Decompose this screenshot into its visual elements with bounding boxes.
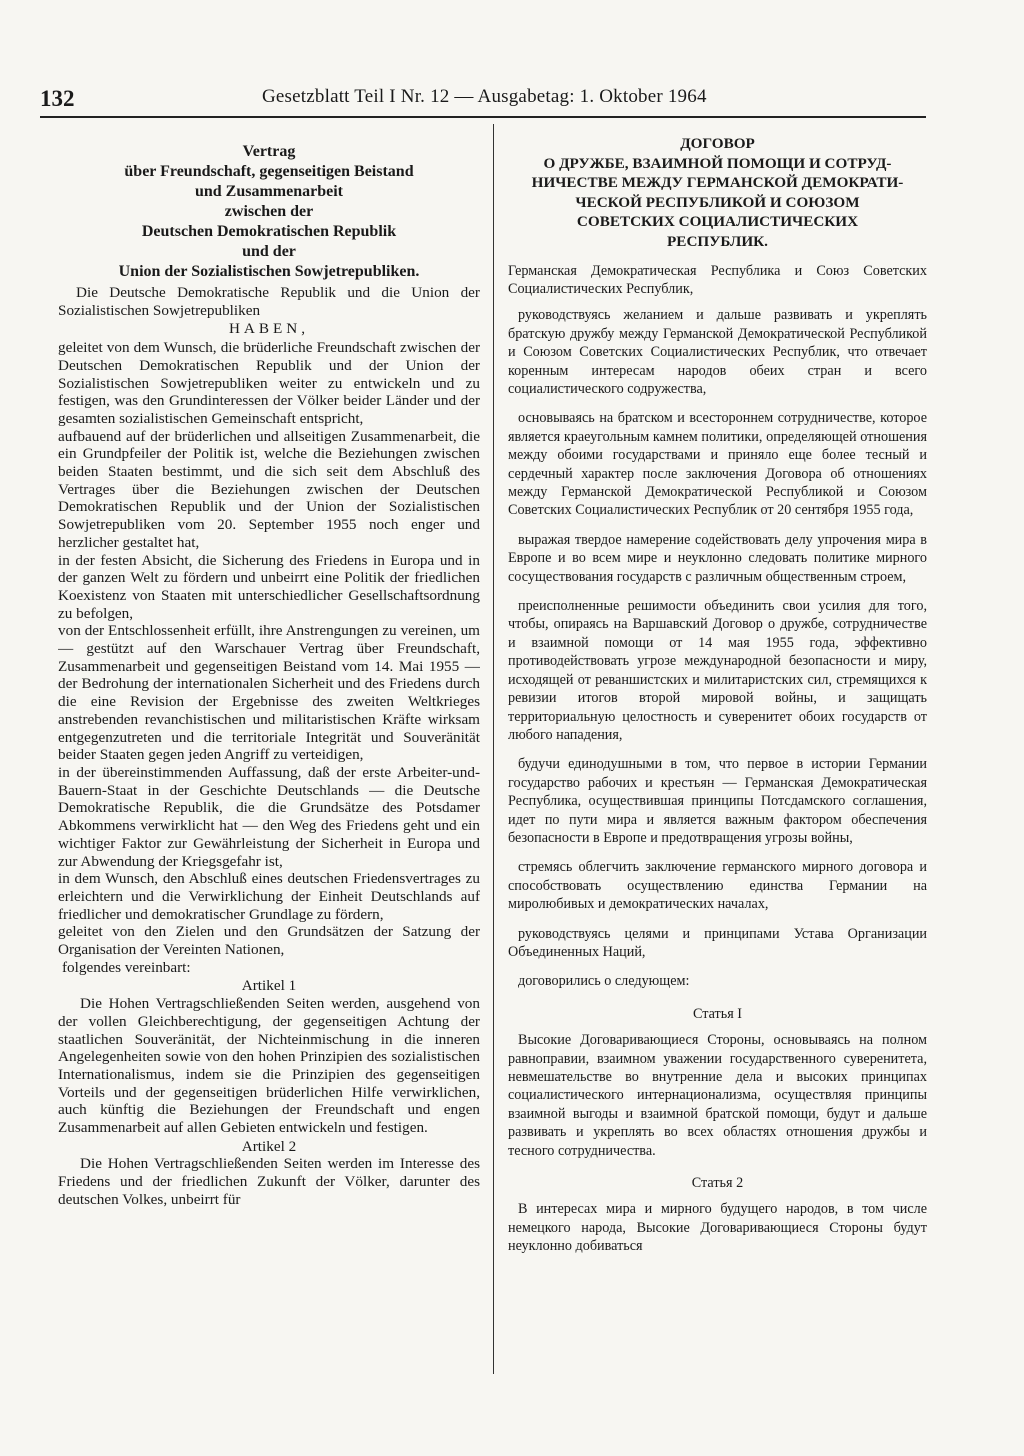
page-header xyxy=(40,86,930,116)
russian-treaty-title xyxy=(508,134,927,252)
german-title-line: Union der Sozialistischen Sowjetrepubliken. xyxy=(118,263,420,280)
gazette-title: Gesetzblatt Teil I Nr. 12 — Ausgabetag: 1. Oktober 1964 xyxy=(262,86,707,107)
german-preamble-paragraph: von der Entschlossenheit erfüllt, ihre Anstrengungen zu vereinen, um — gestützt auf den Warschauer Vertrag über Freundschaft, Zusammenarbeit und gegenseitigen Beistand vom 14. Mai 1955 — der Bedrohung der internationalen Sicherheit und des Friedens durch die eine Revision der Ergebnisse des zweiten Weltkrieges anstrebenden revanchistischen und militaristischen Kräfte wirksam entgegenzutreten und die territoriale Integrität und Souveränität beider Staaten gegen jeden Angriff zu verteidigen, xyxy=(58,622,480,764)
russian-preamble-paragraph: выражая твердое намерение содействовать делу упрочения мира в Европе и во всем мире и неуклонно следовать политике мирного сосуществования государств с различным общественным строем, xyxy=(508,531,927,585)
russian-title-line: СОВЕТСКИХ СОЦИАЛИСТИЧЕСКИХ xyxy=(576,213,859,231)
russian-title-line: НИЧЕСТВЕ МЕЖДУ ГЕРМАНСКОЙ ДЕМОКРАТИ- xyxy=(531,174,904,192)
german-article-2-text: Die Hohen Vertragschließenden Seiten werden im Interesse des Friedens und der friedlichen Zukunft der Völker, darunter des deutschen Volkes, unbeirrt für xyxy=(58,1155,480,1208)
russian-title-line: РЕСПУБЛИК. xyxy=(667,232,768,250)
russian-preamble-paragraph: основываясь на братском и всестороннем сотрудничестве, которое является краеугольным камнем политики, определяющей отношения между обоими государствами и приняло еще более тесный и сердечный характер после заключения Договора об отношениях между Германской Демократической Республикой и Союзом Советских Социалистических Республик от 20 сентября 1955 года, xyxy=(508,410,927,519)
german-column xyxy=(58,130,480,1380)
german-preamble-paragraph: geleitet von dem Wunsch, die brüderliche Freundschaft zwischen der Deutschen Demokratischen Republik und der Union der Sozialistischen Sowjetrepubliken weiter zu entwickeln und zu festigen, was den Grundinteressen der Völker beider Länder und der gesamten sozialistischen Gemeinschaft entspricht, xyxy=(58,339,480,427)
russian-title-line: О ДРУЖБЕ, ВЗАИМНОЙ ПОМОЩИ И СОТРУД- xyxy=(543,154,892,172)
page-number: 132 xyxy=(40,86,75,111)
russian-article-1-heading: Статья I xyxy=(692,1005,743,1022)
russian-preamble-paragraph: будучи единодушными в том, что первое в истории Германии государство рабочих и крестьян — Германская Демократическая Республика, осуществившая принципы Потсдамского соглашения, идет по пути мира и является важным фактором обеспечения безопасности в Европе и предотвращения угрозы войны, xyxy=(508,756,927,846)
column-divider xyxy=(493,124,494,1374)
russian-intro: Германская Демократическая Республика и Союз Советских Социалистических Республик, xyxy=(508,262,927,297)
german-title-line: zwischen der xyxy=(224,203,314,220)
german-title-line: über Freundschaft, gegenseitigen Beistand xyxy=(124,163,414,180)
german-article-2-heading: Artikel 2 xyxy=(241,1137,297,1155)
russian-title-line: ЧЕСКОЙ РЕСПУБЛИКОЙ И СОЮЗОМ xyxy=(575,193,860,211)
german-treaty-title xyxy=(58,142,480,282)
russian-article-1-text: Высокие Договаривающиеся Стороны, основываясь на полном равноправии, взаимном уважении государственного суверенитета, невмешательстве во внутренние дела и высоких принципах социалистического интернационализма, осуществляя принципы взаимной выгоды и взаимной братской помощи, будут и дальше развивать и укреплять во всех областях отношения дружбы и тесного сотрудничества. xyxy=(508,1032,927,1159)
german-article-1-text: Die Hohen Vertragschließenden Seiten werden, ausgehend von der vollen Gleichberechtigung, der gegenseitigen Achtung der staatlichen Souveränität, der Nichteinmischung in die inneren Angelegenheiten sowie von den hohen Prinzipien des sozialistischen Internationalismus, indem sie die Prinzipien des gegenseitigen Vorteils und der gegenseitigen brüderlichen Hilfe verwirklichen, auch künftig die Beziehungen der Freundschaft und engen Zusammenarbeit auf allen Gebieten entwickeln und festigen. xyxy=(58,995,480,1137)
german-preamble-paragraph: aufbauend auf der brüderlichen und allseitigen Zusammenarbeit, die ein Grundpfeiler der Politik ist, welche die Beziehungen zwischen beiden Staaten bestimmt, und die sich seit dem Abschluß des Vertrages über die Beziehungen zwischen der Deutschen Demokratischen Republik und der Union der Sozialistischen Sowjetrepubliken vom 20. September 1955 noch enger und herzlicher gestaltet hat, xyxy=(58,427,480,551)
russian-preamble-paragraph: руководствуясь желанием и дальше развивать и укреплять братскую дружбу между Германской Демократической Республикой и Союзом Советских Социалистических Республик, что отвечает коренным интересам народов обеих стран и всего социалистического содружества, xyxy=(508,307,927,397)
russian-agreed: договорились о следующем: xyxy=(518,973,690,990)
russian-article-2-text: В интересах мира и мирного будущего народов, в том числе немецкого народа, Высокие Договаривающиеся Стороны будут неуклонно добиваться xyxy=(508,1201,927,1255)
german-preamble-paragraph: geleitet von den Zielen und den Grundsätzen der Satzung der Organisation der Vereinten Nationen, xyxy=(58,923,480,959)
german-intro: Die Deutsche Demokratische Republik und die Union der Sozialistischen Sowjetrepubliken xyxy=(58,284,480,319)
german-agreed: folgendes vereinbart: xyxy=(62,958,191,976)
german-haben: HABEN, xyxy=(228,320,310,338)
russian-column xyxy=(508,130,927,1380)
german-preamble-paragraph: in der festen Absicht, die Sicherung des Friedens in Europa und in der ganzen Welt zu fördern und unbeirrt eine Politik der friedlichen Koexistenz von Staaten mit unterschiedlicher Gesellschaftsordnung zu befolgen, xyxy=(58,551,480,622)
german-preamble-paragraph: in der übereinstimmenden Auffassung, daß der erste Arbeiter-und-Bauern-Staat in der Geschichte Deutschlands — die Deutsche Demokratische Republik, die die Grundsätze des Potsdamer Abkommens verwirklicht hat — den Weg des Friedens geht und ein wichtiger Faktor zur Gewährleistung der Sicherheit in Europa und zur Abwendung der Kriegsgefahr ist, xyxy=(58,763,480,870)
russian-preamble-paragraph: руководствуясь целями и принципами Устава Организации Объединенных Наций, xyxy=(508,925,927,960)
russian-article-2-heading: Статья 2 xyxy=(691,1175,744,1192)
german-title-line: und der xyxy=(242,243,296,260)
german-title-line: und Zusammenarbeit xyxy=(194,183,344,200)
russian-title-line: ДОГОВОР xyxy=(680,135,755,152)
german-preamble-paragraph: in dem Wunsch, den Abschluß eines deutschen Friedensvertrages zu erleichtern und die Verwirklichung der Einheit Deutschlands auf friedlicher und demokratischer Grundlage zu fördern, xyxy=(58,870,480,923)
header-rule xyxy=(40,116,926,118)
german-article-1-heading: Artikel 1 xyxy=(241,977,297,995)
german-title-line: Deutschen Demokratischen Republik xyxy=(141,223,397,240)
russian-preamble-paragraph: преисполненные решимости объединить свои усилия для того, чтобы, опираясь на Варшавский Договор о дружбе, сотрудничестве и взаимной помощи от 14 мая 1955 года, эффективно противодействовать угрозе международной безопасности и миру, исходящей от реваншистских и милитаристских сил, стремящихся к ревизии итогов второй мировой войны, и защищать территориальную целостность и суверенитет обоих государств от любого нападения, xyxy=(508,598,927,743)
russian-preamble-paragraph: стремясь облегчить заключение германского мирного договора и способствовать осуществлению единства Германии на миролюбивых и демократических началах, xyxy=(508,859,927,913)
german-title-line: Vertrag xyxy=(242,143,296,160)
